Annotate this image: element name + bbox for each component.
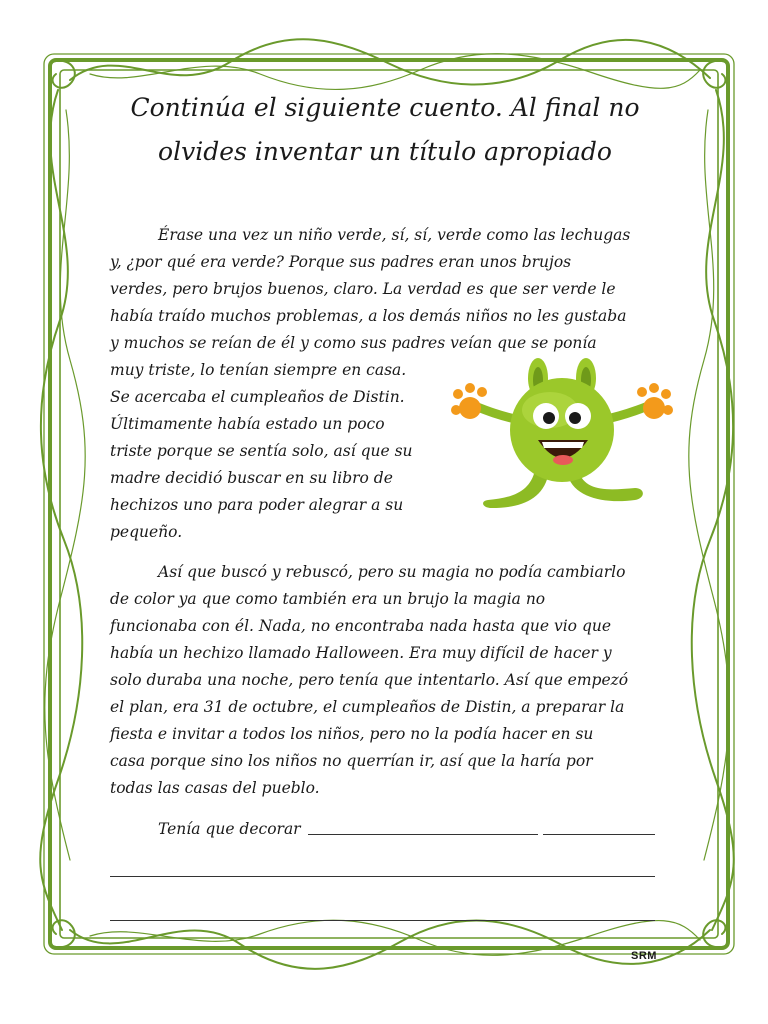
story-line: solo duraba una noche, pero tenía que intentarlo. Así que empezó: [110, 671, 629, 689]
story-line: y, ¿por qué era verde? Porque sus padres eran unos brujos: [110, 253, 572, 271]
story-line: Así que buscó y rebuscó, pero su magia no podía cambiarlo: [158, 563, 626, 581]
story-line: todas las casas del pueblo.: [110, 779, 320, 797]
story-line: y muchos se reían de él y como sus padres veían que se ponía: [110, 334, 597, 352]
story-line: de color ya que como también era un brujo la magia no: [110, 590, 546, 608]
writing-blank[interactable]: [308, 834, 538, 835]
story-line: pequeño.: [110, 523, 183, 541]
story-line: había traído muchos problemas, a los demás niños no les gustaba: [110, 307, 627, 325]
green-monster-image: [450, 358, 680, 518]
writing-prompt: Tenía que decorar: [158, 820, 301, 838]
title-line-2: olvides inventar un título apropiado: [158, 137, 612, 166]
story-line: madre decidió buscar en su libro de: [110, 469, 393, 487]
story-line: Se acercaba el cumpleaños de Distin.: [110, 388, 405, 406]
story-line: fiesta e invitar a todos los niños, pero no la podía hacer en su: [110, 725, 594, 743]
story-line: triste porque se sentía solo, así que su: [110, 442, 413, 460]
story-line: verdes, pero brujos buenos, claro. La verdad es que ser verde le: [110, 280, 616, 298]
author-initials: SRM: [631, 950, 657, 962]
title-line-1: Continúa el siguiente cuento. Al final no: [130, 93, 640, 122]
writing-blank[interactable]: [110, 920, 655, 921]
story-line: casa porque sino los niños no querrían ir, así que la haría por: [110, 752, 593, 770]
story-line: el plan, era 31 de octubre, el cumpleaños de Distin, a preparar la: [110, 698, 625, 716]
story-line: funcionaba con él. Nada, no encontraba nada hasta que vio que: [110, 617, 612, 635]
writing-blank[interactable]: [110, 876, 655, 877]
story-line: Últimamente había estado un poco: [110, 415, 385, 433]
story-line: había un hechizo llamado Halloween. Era muy difícil de hacer y: [110, 644, 612, 662]
story-line: Érase una vez un niño verde, sí, sí, verde como las lechugas: [158, 226, 631, 244]
worksheet-title: [110, 86, 660, 174]
writing-blank[interactable]: [543, 834, 655, 835]
story-line: muy triste, lo tenían siempre en casa.: [110, 361, 407, 379]
story-line: hechizos uno para poder alegrar a su: [110, 496, 404, 514]
